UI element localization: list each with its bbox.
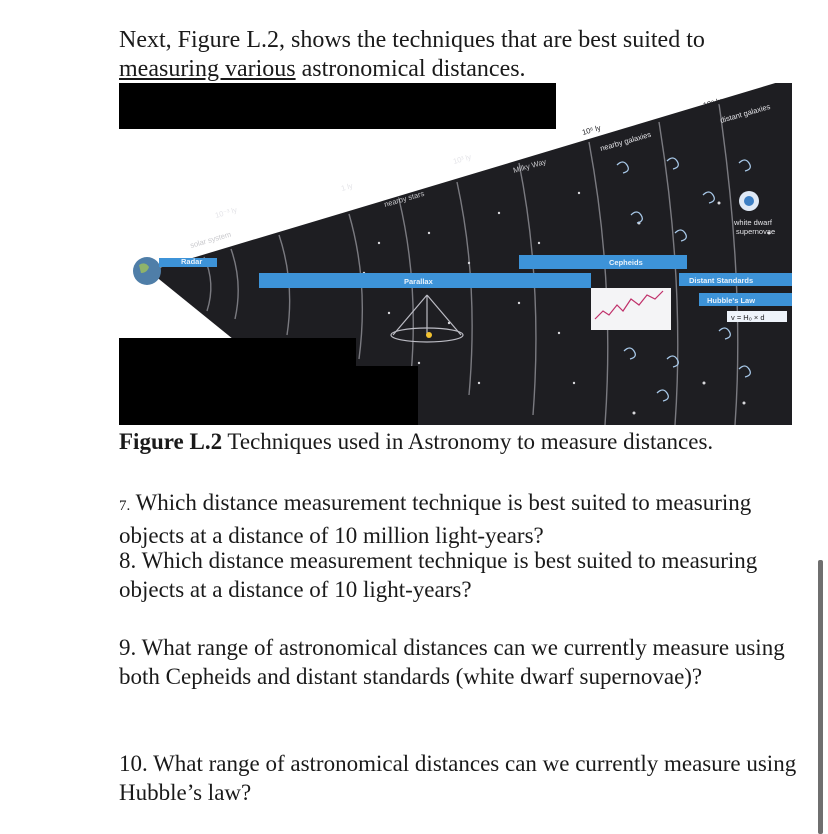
supernova-core <box>744 196 754 206</box>
intro-underlined-text: measuring various <box>119 56 296 82</box>
label-distant-galaxies: distant galaxies <box>719 102 772 125</box>
question-7-text: Which distance measurement technique is best suited to measuring objects at a distance of 10 million light-years? <box>119 490 752 548</box>
redaction-bottom-left <box>119 338 356 425</box>
label-milky-way: Milky Way <box>512 156 548 175</box>
question-9: 9. What range of astronomical distances can we currently measure using both Cepheids and distant standards (white dwarf supernovae)? <box>119 635 785 689</box>
question-10: 10. What range of astronomical distances can we currently measure using Hubble’s law? <box>119 751 797 805</box>
label-nearby-galaxies: nearby galaxies <box>599 129 653 153</box>
label-1-ly: 1 ly <box>340 181 354 193</box>
vertical-scrollbar[interactable] <box>818 560 823 834</box>
redaction-top <box>119 83 556 129</box>
intro-paragraph <box>119 26 779 84</box>
question-7 <box>119 488 799 550</box>
question-8: 8. Which distance measurement technique is best suited to measuring objects at a distance of 10 light-years? <box>119 548 758 602</box>
label-hubbles-law: Hubble's Law <box>707 296 756 305</box>
label-10-3-ly: 10⁻³ ly <box>214 205 238 220</box>
label-radar: Radar <box>181 257 203 266</box>
figure-caption <box>119 428 819 456</box>
intro-line2-rest: astronomical distances. <box>295 56 526 82</box>
earth-icon <box>133 257 161 285</box>
question-7-number: 7. <box>119 498 131 514</box>
label-distant-standards: Distant Standards <box>689 276 754 285</box>
figure-distance-ladder <box>119 83 792 425</box>
sun-icon <box>426 332 432 338</box>
label-10-3-ly-b: 10³ ly <box>452 152 473 166</box>
label-solar-system: solar system <box>189 229 233 250</box>
label-10-9-ly: 10⁹ ly <box>702 96 723 110</box>
label-cepheids: Cepheids <box>609 258 643 267</box>
label-10-6-ly: 10⁶ ly <box>581 123 602 137</box>
label-white-dwarf: white dwarf <box>734 218 772 227</box>
distance-ladder-diagram <box>119 83 792 425</box>
cepheids-band <box>519 255 687 269</box>
intro-line1: Next, Figure L.2, shows the techniques that are best suited to <box>119 27 705 53</box>
caption-text: Techniques used in Astronomy to measure distances. <box>222 429 714 454</box>
redaction-bottom-step <box>356 366 418 425</box>
label-nearby-stars: nearby stars <box>383 188 426 209</box>
label-supernovae: supernovae <box>736 227 776 236</box>
label-hubble-formula: v = H₀ × d <box>731 313 765 322</box>
label-parallax: Parallax <box>404 277 433 286</box>
caption-label: Figure L.2 <box>119 429 223 454</box>
